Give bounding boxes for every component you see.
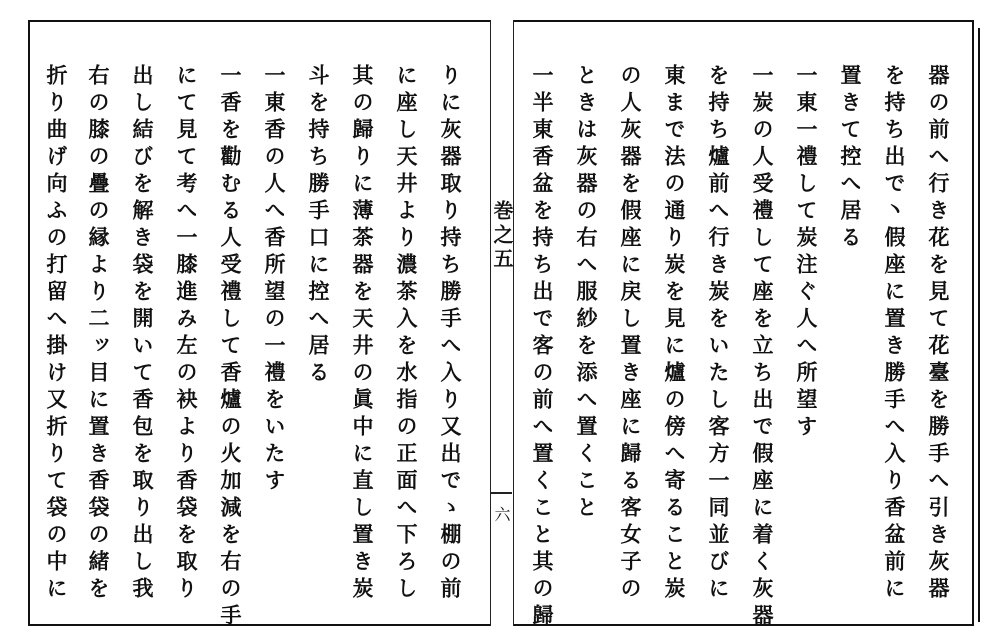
gutter-divider [491,492,512,494]
left-column-7: にて見て考へ一膝進み左の袂より香袋を取り [174,64,199,604]
left-page-frame [28,20,490,631]
left-column-10: 折り曲げ向ふの打留へ掛け又折りて袋の中に [44,64,69,604]
right-column-8: の人灰器を假座に戻し置き座に歸る客女子の [618,64,643,604]
left-column-6: 一香を勸むる人受禮して香爐の火加減を右の手 [218,64,243,631]
right-page-frame [514,20,974,631]
folio-number: 六 [492,506,511,522]
right-column-10: 一半東香盆を持ち出で客の前へ置くこと其の歸 [530,64,555,631]
left-column-8: 出し結びを解き袋を開いて香包を取り出し我 [130,64,155,604]
book-gutter [490,20,514,626]
left-column-3: 其の歸りに薄茶器を天井の眞中に直し置き炭 [350,64,375,604]
left-column-4: 斗を持ち勝手口に控へ居る [306,64,331,388]
left-column-9: 右の膝の疊の縁より二ッ目に置き香袋の緒を [86,64,111,604]
volume-title: 巻之五 [490,200,514,272]
left-column-5: 一東香の人へ香所望の一禮をいたす [262,64,287,496]
right-column-7: 東まで法の通り炭を見に爐の傍へ寄ること炭 [662,64,687,604]
right-column-2: を持ち出で丶假座に置き勝手へ入り香盆前に [882,64,907,604]
right-column-3: 置きて控へ居る [838,64,863,253]
right-column-1: 器の前へ行き花を見て花臺を勝手へ引き灰器 [926,64,951,604]
right-column-9: ときは灰器の右へ服紗を添へ置くこと [574,64,599,523]
right-column-5: 一炭の人受禮して座を立ち出で假座に着く灰器 [750,64,775,631]
left-column-2: に座し天井より濃茶入を水指の正面へ下ろし [394,64,419,604]
left-column-1: りに灰器取り持ち勝手へ入り又出でゝ棚の前 [438,64,463,604]
right-column-4: 一東一禮して炭注ぐ人へ所望す [794,64,819,442]
right-column-6: を持ち爐前へ行き炭をいたし客方一同並びに [706,64,731,604]
